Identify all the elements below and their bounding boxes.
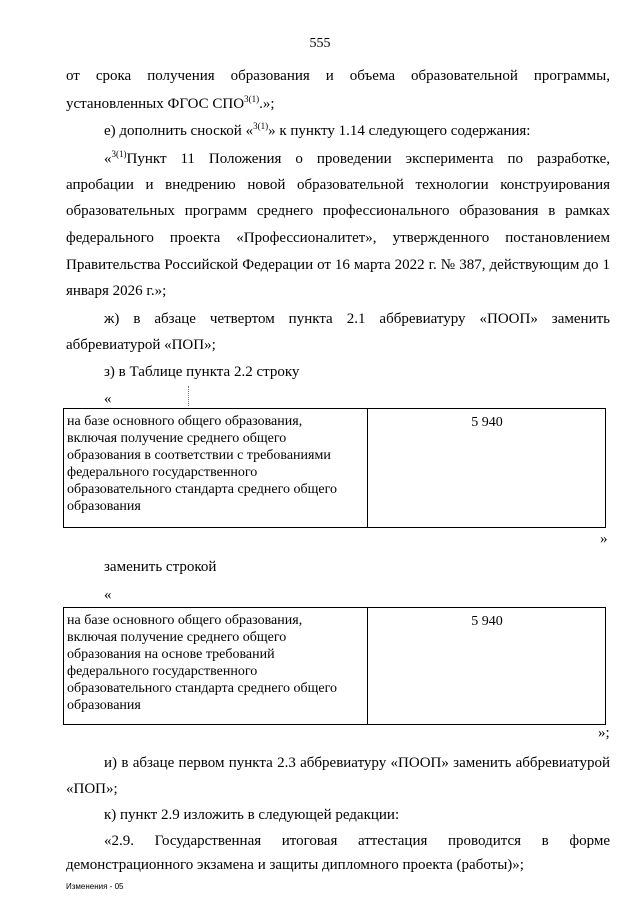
- table-cell-text: на базе основного общего образования, включая получение среднего общего образования на основе требований федерального государственного образовательного стандарта среднего общего образования: [64, 608, 368, 724]
- paragraph-line: з) в Таблице пункта 2.2 строку: [104, 364, 300, 380]
- footnote-ref: 3(1): [244, 94, 260, 104]
- quote-mark: «: [104, 391, 112, 407]
- paragraph-line: установленных ФГОС $СПО^{3(1)}$.»;: [66, 94, 275, 112]
- table-row: [63, 607, 606, 725]
- paragraph-line: демонстрационного экзамена и защиты дипломного проекта (работы)»;: [66, 857, 524, 873]
- table-row: [63, 408, 606, 528]
- quote-mark: »: [600, 531, 608, 547]
- paragraph-line: образовательных программ среднего профессионального образования в рамках: [66, 203, 610, 219]
- paragraph-line: января 2026 г.»;: [66, 283, 167, 299]
- table-cell-value: 5 940: [471, 415, 503, 430]
- paragraph-line: е) дополнить сноской «$^{3(1)}$» к пункту 1.14 следующего содержания:: [104, 121, 531, 139]
- dotted-mark: [188, 386, 190, 406]
- paragraph-line: «ПОП»;: [66, 781, 118, 797]
- paragraph-line: ж) в абзаце четвертом пункта 2.1 аббревиатуру «ПООП» заменить: [104, 311, 610, 327]
- paragraph-line: аббревиатурой «ПОП»;: [66, 337, 216, 353]
- footnote-ref: 3(1): [111, 149, 127, 159]
- table-cell-value: 5 940: [471, 614, 503, 629]
- paragraph-line: Правительства Российской Федерации от 16 марта 2022 г. № 387, действующим до 1: [66, 257, 610, 273]
- paragraph-line: «$^{3(1)}$Пункт 11 Положения о проведении эксперимента по разработке,: [104, 149, 610, 167]
- paragraph-line: апробации и внедрению новой образовательной технологии конструирования: [66, 177, 610, 193]
- footnote-ref: 3(1): [253, 121, 269, 131]
- paragraph-line: федерального проекта «Профессионалитет», утвержденного постановлением: [66, 230, 610, 246]
- paragraph-line: заменить строкой: [104, 559, 217, 575]
- paragraph-line: «2.9. Государственная итоговая аттестация проводится в форме: [104, 833, 610, 849]
- page-number: 555: [309, 36, 331, 51]
- paragraph-line: от срока получения образования и объема образовательной программы,: [66, 68, 610, 84]
- quote-mark: «: [104, 587, 112, 603]
- paragraph-line: к) пункт 2.9 изложить в следующей редакции:: [104, 807, 400, 823]
- paragraph-line: и) в абзаце первом пункта 2.3 аббревиатуру «ПООП» заменить аббревиатурой: [104, 755, 610, 771]
- table-cell-text: на базе основного общего образования, включая получение среднего общего образования в соответствии с требованиями федерального государственного образовательного стандарта среднего общего образования: [64, 409, 368, 527]
- quote-mark: »;: [598, 725, 610, 741]
- footer-note: Изменения - 05: [66, 882, 124, 891]
